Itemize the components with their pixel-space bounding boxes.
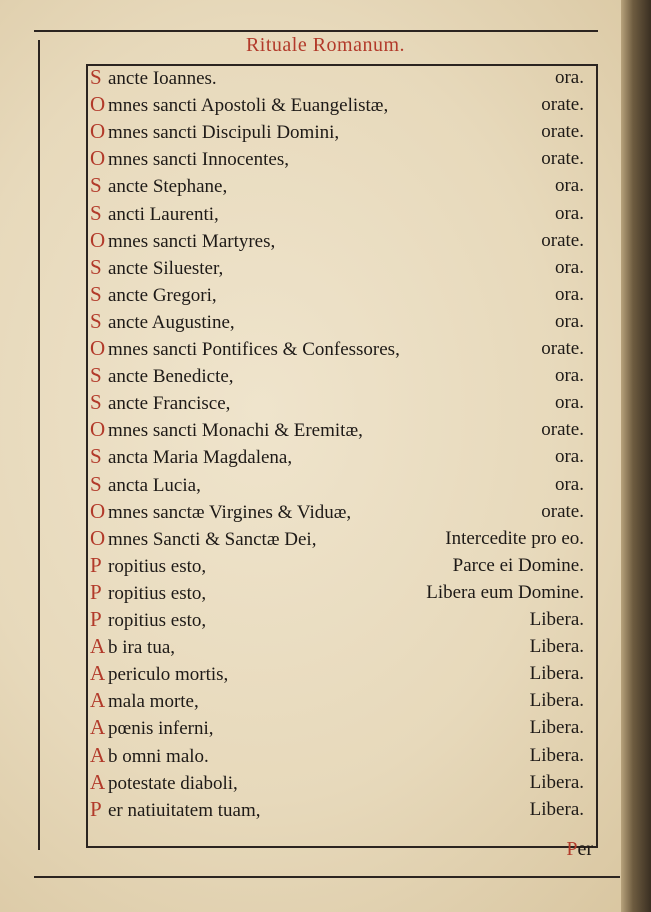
rubric-initial: S bbox=[90, 200, 102, 225]
litany-line bbox=[90, 145, 584, 172]
response-text: orate. bbox=[541, 229, 584, 251]
rubric-initial: S bbox=[90, 444, 102, 469]
litany-line bbox=[90, 172, 584, 199]
invocation-text: periculo mortis, bbox=[108, 664, 229, 686]
invocation-text: ancti Laurenti, bbox=[108, 203, 219, 225]
response-text: ora. bbox=[554, 202, 584, 224]
response-text: Libera. bbox=[529, 690, 584, 712]
response-text: ora. bbox=[554, 67, 584, 88]
rubric-initial: O bbox=[90, 119, 106, 144]
response-text: orate. bbox=[541, 94, 584, 116]
response-text: orate. bbox=[541, 121, 584, 143]
invocation-text: mnes sancti Monachi & Eremitæ, bbox=[108, 420, 363, 442]
response-text: Intercedite pro eo. bbox=[445, 527, 584, 549]
response-text: Libera. bbox=[529, 771, 584, 793]
rubric-initial: S bbox=[90, 390, 102, 415]
response-text: ora. bbox=[554, 310, 584, 332]
litany-line bbox=[90, 335, 584, 362]
rubric-initial: A bbox=[90, 634, 106, 659]
litany-line bbox=[90, 633, 584, 660]
invocation-text: b omni malo. bbox=[108, 745, 209, 767]
invocation-text: ropitius esto, bbox=[108, 555, 207, 577]
invocation-text: mala morte, bbox=[108, 691, 199, 713]
invocation-text: mnes sanctæ Virgines & Viduæ, bbox=[108, 501, 352, 523]
invocation-text: ancta Lucia, bbox=[108, 474, 201, 496]
litany-line bbox=[90, 416, 584, 443]
invocation-text: mnes Sancti & Sanctæ Dei, bbox=[108, 528, 317, 550]
litany-line bbox=[90, 118, 584, 145]
litany-line bbox=[90, 362, 584, 389]
response-text: ora. bbox=[554, 365, 584, 387]
litany-line bbox=[90, 579, 584, 606]
invocation-text: ancte Francisce, bbox=[108, 393, 231, 415]
left-margin-rule bbox=[38, 40, 40, 850]
rubric-initial: S bbox=[90, 363, 102, 388]
litany-line bbox=[90, 742, 584, 769]
invocation-text: ancte Stephane, bbox=[108, 176, 228, 198]
invocation-text: ropitius esto, bbox=[108, 610, 207, 631]
rubric-initial: S bbox=[90, 254, 102, 279]
response-text: ora. bbox=[554, 283, 584, 305]
invocation-text: mnes sancti Discipuli Domini, bbox=[108, 122, 340, 144]
rubric-initial: S bbox=[90, 173, 102, 198]
rubric-initial: O bbox=[90, 498, 106, 523]
litany-line bbox=[90, 769, 584, 796]
litany-line bbox=[90, 525, 584, 552]
invocation-text: er natiuitatem tuam, bbox=[108, 799, 261, 821]
invocation-text: ropitius esto, bbox=[108, 582, 207, 604]
invocation-text: mnes sancti Pontifices & Confessores, bbox=[108, 339, 400, 360]
response-text: ora. bbox=[554, 446, 584, 468]
litany-line bbox=[90, 471, 584, 498]
book-spine bbox=[621, 0, 651, 912]
rubric-initial: O bbox=[90, 336, 106, 360]
rubric-initial: O bbox=[90, 525, 106, 550]
response-text: orate. bbox=[541, 500, 584, 522]
invocation-text: ancte Augustine, bbox=[108, 311, 235, 333]
rubric-initial: S bbox=[90, 471, 102, 496]
litany-line bbox=[90, 227, 584, 254]
invocation-text: mnes sancti Martyres, bbox=[108, 230, 276, 252]
response-text: Libera. bbox=[529, 744, 584, 766]
response-text: Libera. bbox=[529, 609, 584, 630]
litany-line bbox=[90, 498, 584, 525]
litany-line bbox=[90, 687, 584, 714]
rubric-initial: P bbox=[90, 579, 102, 604]
rubric-initial: S bbox=[90, 308, 102, 333]
litany-line bbox=[90, 64, 584, 91]
rubric-initial: O bbox=[90, 417, 106, 442]
rubric-initial: A bbox=[90, 661, 106, 686]
litany-line bbox=[90, 308, 584, 335]
response-text: Parce ei Domine. bbox=[452, 554, 584, 576]
catchword-initial: P bbox=[566, 838, 578, 860]
rubric-initial: S bbox=[90, 65, 102, 89]
litany-line bbox=[90, 606, 584, 633]
litany-line bbox=[90, 254, 584, 281]
litany-line bbox=[90, 796, 584, 823]
running-head: Rituale Romanum. bbox=[245, 34, 406, 56]
invocation-text: ancte Siluester, bbox=[108, 257, 224, 279]
rubric-initial: S bbox=[90, 281, 102, 306]
response-text: orate. bbox=[541, 419, 584, 441]
rubric-initial: O bbox=[90, 227, 106, 252]
bottom-rule bbox=[34, 876, 620, 878]
response-text: ora. bbox=[554, 473, 584, 495]
rubric-initial: O bbox=[90, 146, 106, 171]
rubric-initial: O bbox=[90, 92, 106, 117]
litany-line bbox=[90, 552, 584, 579]
litany-line bbox=[90, 389, 584, 416]
response-text: Libera. bbox=[529, 717, 584, 739]
invocation-text: b ira tua, bbox=[108, 637, 176, 659]
litany-line bbox=[90, 714, 584, 741]
rubric-initial: A bbox=[90, 715, 106, 740]
invocation-text: ancta Maria Magdalena, bbox=[108, 447, 293, 469]
invocation-text: potestate diaboli, bbox=[108, 772, 238, 794]
response-text: ora. bbox=[554, 256, 584, 278]
litany-line bbox=[90, 200, 584, 227]
top-rule bbox=[34, 30, 598, 32]
catchword-rest: er bbox=[577, 838, 593, 860]
response-text: ora. bbox=[554, 175, 584, 197]
response-text: Libera eum Domine. bbox=[426, 581, 584, 603]
litany-line bbox=[90, 660, 584, 687]
response-text: ora. bbox=[554, 392, 584, 414]
invocation-text: ancte Gregori, bbox=[108, 284, 217, 306]
rubric-initial: A bbox=[90, 769, 106, 794]
invocation-text: pœnis inferni, bbox=[108, 718, 214, 740]
rubric-initial: P bbox=[90, 607, 102, 631]
rubric-initial: P bbox=[90, 552, 102, 577]
invocation-text: mnes sancti Innocentes, bbox=[108, 149, 289, 171]
response-text: orate. bbox=[541, 148, 584, 170]
litany-line bbox=[90, 443, 584, 470]
response-text: Libera. bbox=[529, 663, 584, 685]
response-text: Libera. bbox=[529, 636, 584, 658]
response-text: orate. bbox=[541, 338, 584, 359]
rubric-initial: P bbox=[90, 796, 102, 821]
rubric-initial: A bbox=[90, 742, 106, 767]
invocation-text: ancte Benedicte, bbox=[108, 366, 234, 388]
litany-line bbox=[90, 281, 584, 308]
response-text: Libera. bbox=[529, 798, 584, 820]
catchword bbox=[566, 838, 593, 861]
invocation-text: ancte Ioannes. bbox=[108, 68, 217, 89]
invocation-text: mnes sancti Apostoli & Euangelistæ, bbox=[108, 95, 389, 117]
litany-line bbox=[90, 91, 584, 118]
rubric-initial: A bbox=[90, 688, 106, 713]
